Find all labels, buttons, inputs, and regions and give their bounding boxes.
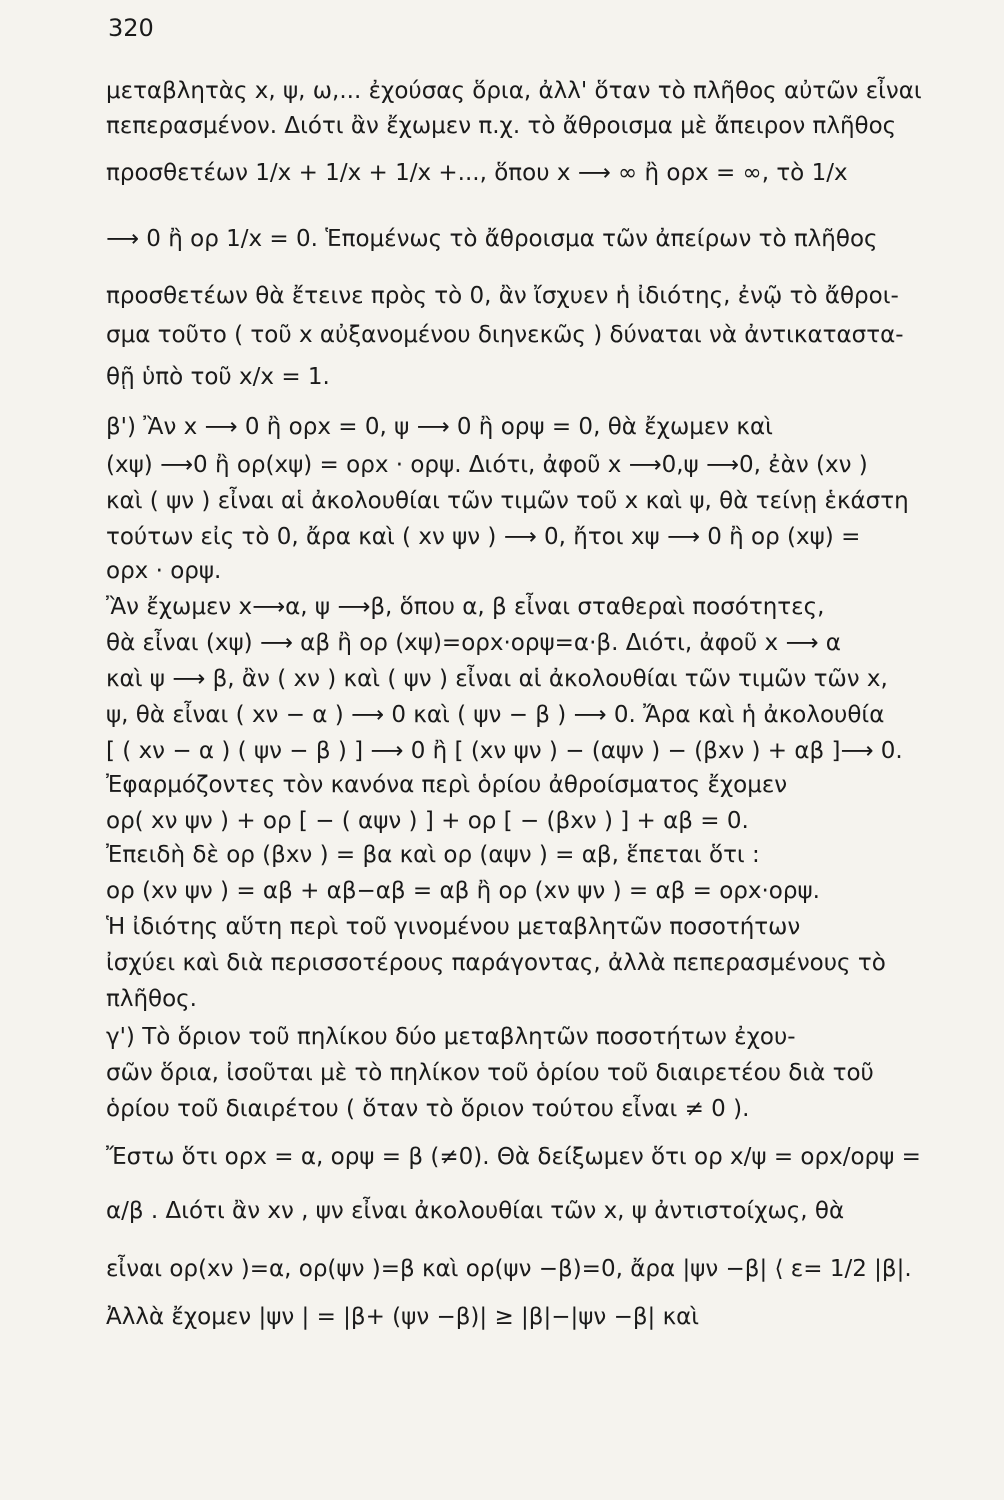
text-line: τούτων εἰς τὸ 0, ἄρα καὶ ( xν ψν ) ⟶ 0, ἤτοι xψ ⟶ 0 ἢ ορ (xψ) = bbox=[106, 524, 861, 550]
text-line: Ἔστω ὅτι ορx = α, ορψ = β (≠0). Θὰ δείξωμεν ὅτι ορ x/ψ = ορx/ορψ = bbox=[106, 1144, 921, 1170]
text-line: ἰσχύει καὶ διὰ περισσοτέρους παράγοντας, ἀλλὰ πεπερασμένους τὸ bbox=[106, 950, 886, 976]
text-line: θὰ εἶναι (xψ) ⟶ αβ ἢ ορ (xψ)=ορx·ορψ=α·β. Διότι, ἀφοῦ x ⟶ α bbox=[106, 630, 841, 656]
text-line: ψ, θὰ εἶναι ( xν − α ) ⟶ 0 καὶ ( ψν − β ) ⟶ 0. Ἄρα καὶ ἡ ἀκολουθία bbox=[106, 702, 885, 728]
text-line: Ἐπειδὴ δὲ ορ (βxν ) = βα καὶ ορ (αψν ) = αβ, ἕπεται ὅτι : bbox=[106, 842, 760, 868]
text-line: β') Ἂν x ⟶ 0 ἢ ορx = 0, ψ ⟶ 0 ἢ ορψ = 0, θὰ ἔχωμεν καὶ bbox=[106, 414, 773, 440]
text-line: καὶ ψ ⟶ β, ἂν ( xν ) καὶ ( ψν ) εἶναι αἱ ἀκολουθίαι τῶν τιμῶν τῶν x, bbox=[106, 666, 888, 692]
text-line: ορx · ορψ. bbox=[106, 558, 222, 584]
text-line: Ἡ ἰδιότης αὕτη περὶ τοῦ γινομένου μεταβλητῶν ποσοτήτων bbox=[106, 914, 801, 940]
text-line: ορ (xν ψν ) = αβ + αβ−αβ = αβ ἢ ορ (xν ψν ) = αβ = ορx·ορψ. bbox=[106, 878, 820, 904]
text-line: ὁρίου τοῦ διαιρέτου ( ὅταν τὸ ὅριον τούτου εἶναι ≠ 0 ). bbox=[106, 1096, 750, 1122]
page-number: 320 bbox=[108, 14, 154, 42]
text-line: Ἀλλὰ ἔχομεν |ψν | = |β+ (ψν −β)| ≥ |β|−|ψν −β| καὶ bbox=[106, 1304, 700, 1330]
text-line: μεταβλητὰς x, ψ, ω,... ἐχούσας ὅρια, ἀλλ' ὅταν τὸ πλῆθος αὐτῶν εἶναι bbox=[106, 78, 922, 104]
text-line: ⟶ 0 ἢ ορ 1/x = 0. Ἑπομένως τὸ ἄθροισμα τῶν ἀπείρων τὸ πλῆθος bbox=[106, 226, 878, 252]
text-line: προσθετέων θὰ ἔτεινε πρὸς τὸ 0, ἂν ἴσχυεν ἡ ἰδιότης, ἐνῷ τὸ ἄθροι- bbox=[106, 283, 899, 309]
text-line: σῶν ὅρια, ἰσοῦται μὲ τὸ πηλίκον τοῦ ὁρίου τοῦ διαιρετέου διὰ τοῦ bbox=[106, 1060, 874, 1086]
text-line: πλῆθος. bbox=[106, 986, 197, 1012]
text-line: Ἐφαρμόζοντες τὸν κανόνα περὶ ὁρίου ἀθροίσματος ἔχομεν bbox=[106, 772, 788, 798]
text-line: ορ( xν ψν ) + ορ [ − ( αψν ) ] + ορ [ − (βxν ) ] + αβ = 0. bbox=[106, 808, 749, 834]
text-line: [ ( xν − α ) ( ψν − β ) ] ⟶ 0 ἢ [ (xν ψν ) − (αψν ) − (βxν ) + αβ ]⟶ 0. bbox=[106, 738, 903, 764]
text-line: καὶ ( ψν ) εἶναι αἱ ἀκολουθίαι τῶν τιμῶν τοῦ x καὶ ψ, θὰ τείνῃ ἑκάστη bbox=[106, 488, 909, 514]
text-line: προσθετέων 1/x + 1/x + 1/x +..., ὅπου x ⟶ ∞ ἢ ορx = ∞, τὸ 1/x bbox=[106, 160, 848, 186]
text-line: εἶναι ορ(xν )=α, ορ(ψν )=β καὶ ορ(ψν −β)=0, ἄρα |ψν −β| ⟨ ε= 1/2 |β|. bbox=[106, 1256, 912, 1282]
text-line: γ') Τὸ ὅριον τοῦ πηλίκου δύο μεταβλητῶν ποσοτήτων ἐχου- bbox=[106, 1024, 796, 1050]
text-line: α/β . Διότι ἂν xν , ψν εἶναι ἀκολουθίαι τῶν x, ψ ἀντιστοίχως, θὰ bbox=[106, 1198, 845, 1224]
text-line: (xψ) ⟶0 ἢ ορ(xψ) = ορx · ορψ. Διότι, ἀφοῦ x ⟶0,ψ ⟶0, ἐὰν (xν ) bbox=[106, 452, 868, 478]
text-line: πεπερασμένον. Διότι ἂν ἔχωμεν π.χ. τὸ ἄθροισμα μὲ ἄπειρον πλῆθος bbox=[106, 113, 897, 139]
text-line: σμα τοῦτο ( τοῦ x αὐξανομένου διηνεκῶς ) δύναται νὰ ἀντικαταστα- bbox=[106, 322, 904, 348]
text-line: Ἂν ἔχωμεν x⟶α, ψ ⟶β, ὅπου α, β εἶναι σταθεραὶ ποσότητες, bbox=[106, 594, 825, 620]
text-line: θῇ ὑπὸ τοῦ x/x = 1. bbox=[106, 364, 330, 390]
